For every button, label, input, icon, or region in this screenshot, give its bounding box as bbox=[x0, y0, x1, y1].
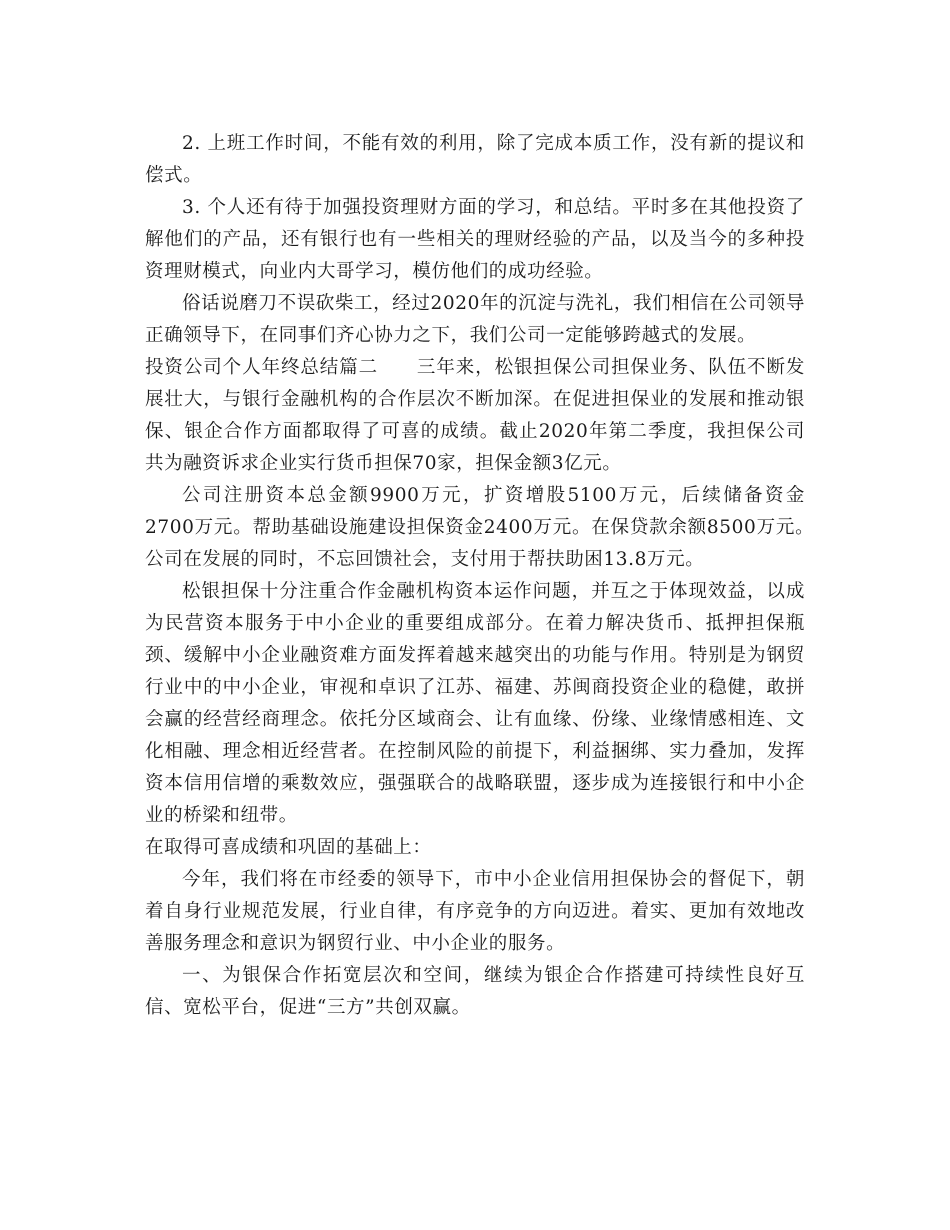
paragraph-point-one: 一、为银保合作拓宽层次和空间，继续为银企合作搭建可持续性良好互信、宽松平台，促进“三方”共创双赢。 bbox=[145, 965, 805, 1018]
paragraph-this-year: 今年，我们将在市经委的领导下，市中小企业信用担保协会的督促下，朝着自身行业规范发展，行业自律，有序竞争的方向迈进。着实、更加有效地改善服务理念和意识为钢贸行业、中小企业的服务。 bbox=[145, 869, 805, 954]
paragraph-item-2: 2. 上班工作时间，不能有效的利用，除了完成本质工作，没有新的提议和偿式。 bbox=[145, 133, 805, 186]
paragraph-foundation: 在取得可喜成绩和巩固的基础上： bbox=[145, 837, 432, 858]
paragraph-capital-figures: 公司注册资本总金额9900万元，扩资增股5100万元，后续储备资金2700万元。帮助基础设施建设担保资金2400万元。在保贷款余额8500万元。 公司在发展的同时，不忘回馈社会，支付用于帮扶助困13.8万元。 bbox=[145, 485, 825, 570]
paragraph-proverb: 俗话说磨刀不误砍柴工，经过2020年的沉淀与洗礼，我们相信在公司领导正确领导下，在同事们齐心协力之下，我们公司一定能够跨越式的发展。 bbox=[145, 293, 805, 346]
document-body bbox=[145, 128, 825, 1024]
paragraph-section-two-intro: 投资公司个人年终总结篇二 三年来，松银担保公司担保业务、队伍不断发展壮大，与银行金融机构的合作层次不断加深。在促进担保业的发展和推动银保、银企合作方面都取得了可喜的成绩。截止2020年第二季度，我担保公司共为融资诉求企业实行货币担保70家，担保金额3亿元。 bbox=[145, 357, 805, 474]
paragraph-cooperation: 松银担保十分注重合作金融机构资本运作问题，并互之于体现效益，以成为民营资本服务于中小企业的重要组成部分。在着力解决货币、抵押担保瓶颈、缓解中小企业融资难方面发挥着越来越突出的功能与作用。特别是为钢贸行业中的中小企业，审视和卓识了江苏、福建、苏闽商投资企业的稳健，敢拼会赢的经营经商理念。依托分区域商会、让有血缘、份缘、业缘情感相连、文化相融、理念相近经营者。在控制风险的前提下，利益捆绑、实力叠加，发挥资本信用信增的乘数效应，强强联合的战略联盟，逐步成为连接银行和中小企业的桥梁和纽带。 bbox=[145, 581, 805, 826]
paragraph-item-3: 3. 个人还有待于加强投资理财方面的学习，和总结。平时多在其他投资了解他们的产品，还有银行也有一些相关的理财经验的产品，以及当今的多种投资理财模式，向业内大哥学习，模仿他们的成功经验。 bbox=[145, 197, 805, 282]
